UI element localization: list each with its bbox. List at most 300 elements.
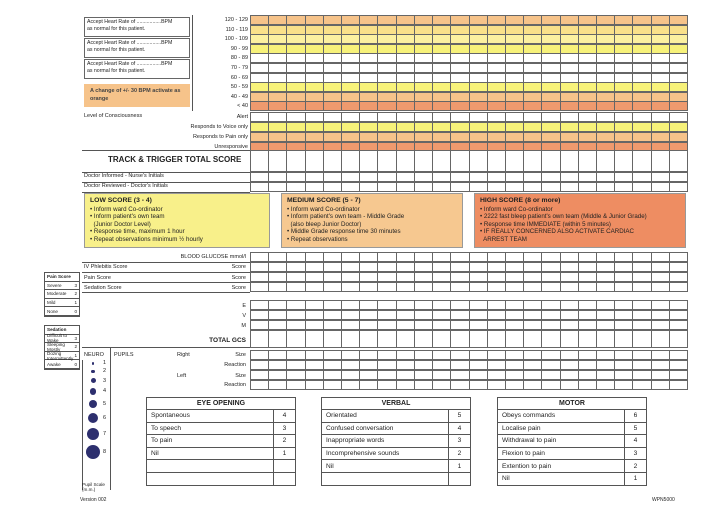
grid-cell[interactable] — [287, 273, 305, 282]
grid-cell[interactable] — [287, 183, 305, 192]
grid-cell[interactable] — [597, 361, 615, 370]
grid-cell[interactable] — [415, 263, 433, 272]
grid-cell[interactable] — [597, 102, 615, 111]
grid-cell[interactable] — [360, 173, 378, 182]
grid-cell[interactable] — [306, 351, 324, 360]
grid-cell[interactable] — [397, 361, 415, 370]
grid-cell[interactable] — [579, 173, 597, 182]
grid-cell[interactable] — [378, 361, 396, 370]
grid-cell[interactable] — [506, 173, 524, 182]
grid-cell[interactable] — [470, 151, 488, 172]
grid-cell[interactable] — [324, 183, 342, 192]
grid-cell[interactable] — [433, 331, 451, 348]
grid-cell[interactable] — [251, 351, 269, 360]
grid-cell[interactable] — [415, 381, 433, 390]
grid-cell[interactable] — [488, 361, 506, 370]
grid-cell[interactable] — [652, 102, 670, 111]
grid-cell[interactable] — [397, 113, 415, 122]
grid-cell[interactable] — [451, 273, 469, 282]
grid-cell[interactable] — [287, 321, 305, 330]
grid-cell[interactable] — [324, 381, 342, 390]
grid-cell[interactable] — [415, 283, 433, 292]
grid-cell[interactable] — [287, 173, 305, 182]
grid-cell[interactable] — [561, 173, 579, 182]
grid-cell[interactable] — [524, 301, 542, 310]
grid-cell[interactable] — [579, 273, 597, 282]
grid-cell[interactable] — [342, 133, 360, 142]
grid-cell[interactable] — [324, 133, 342, 142]
grid-cell[interactable] — [324, 113, 342, 122]
grid-cell[interactable] — [670, 361, 688, 370]
grid-cell[interactable] — [433, 263, 451, 272]
grid-cell[interactable] — [470, 321, 488, 330]
grid-cell[interactable] — [342, 273, 360, 282]
grid-cell[interactable] — [488, 283, 506, 292]
grid-cell[interactable] — [342, 311, 360, 320]
grid-cell[interactable] — [397, 311, 415, 320]
grid-cell[interactable] — [524, 183, 542, 192]
grid-cell[interactable] — [561, 311, 579, 320]
grid-cell[interactable] — [542, 273, 560, 282]
grid-cell[interactable] — [415, 273, 433, 282]
grid-cell[interactable] — [397, 283, 415, 292]
grid-cell[interactable] — [342, 253, 360, 262]
grid-cell[interactable] — [269, 151, 287, 172]
grid-cell[interactable] — [324, 351, 342, 360]
grid-cell[interactable] — [360, 183, 378, 192]
grid-cell[interactable] — [670, 381, 688, 390]
grid-cell[interactable] — [488, 173, 506, 182]
grid-cell[interactable] — [378, 273, 396, 282]
grid-cell[interactable] — [306, 263, 324, 272]
grid-cell[interactable] — [360, 301, 378, 310]
grid-cell[interactable] — [397, 263, 415, 272]
grid-cell[interactable] — [451, 113, 469, 122]
grid-cell[interactable] — [378, 183, 396, 192]
grid-cell[interactable] — [306, 311, 324, 320]
grid-cell[interactable] — [506, 102, 524, 111]
grid-cell[interactable] — [470, 331, 488, 348]
grid-cell[interactable] — [433, 151, 451, 172]
grid-cell[interactable] — [488, 133, 506, 142]
grid-cell[interactable] — [579, 351, 597, 360]
grid-cell[interactable] — [670, 371, 688, 380]
grid-cell[interactable] — [397, 371, 415, 380]
grid-cell[interactable] — [524, 113, 542, 122]
grid-cell[interactable] — [670, 102, 688, 111]
grid-cell[interactable] — [670, 331, 688, 348]
grid-cell[interactable] — [397, 151, 415, 172]
grid-cell[interactable] — [470, 371, 488, 380]
grid-cell[interactable] — [597, 321, 615, 330]
grid-cell[interactable] — [378, 113, 396, 122]
grid-cell[interactable] — [633, 331, 651, 348]
grid-cell[interactable] — [397, 133, 415, 142]
grid-cell[interactable] — [579, 311, 597, 320]
grid-cell[interactable] — [433, 113, 451, 122]
grid-cell[interactable] — [670, 321, 688, 330]
grid-cell[interactable] — [269, 311, 287, 320]
grid-cell[interactable] — [397, 273, 415, 282]
grid-cell[interactable] — [360, 331, 378, 348]
grid-cell[interactable] — [251, 321, 269, 330]
grid-cell[interactable] — [287, 361, 305, 370]
grid-cell[interactable] — [251, 133, 269, 142]
grid-cell[interactable] — [652, 133, 670, 142]
grid-cell[interactable] — [324, 311, 342, 320]
grid-cell[interactable] — [269, 283, 287, 292]
grid-cell[interactable] — [615, 321, 633, 330]
grid-cell[interactable] — [378, 263, 396, 272]
grid-cell[interactable] — [360, 283, 378, 292]
grid-cell[interactable] — [561, 321, 579, 330]
grid-cell[interactable] — [306, 283, 324, 292]
grid-cell[interactable] — [615, 311, 633, 320]
grid-cell[interactable] — [306, 173, 324, 182]
grid-cell[interactable] — [360, 123, 378, 132]
grid-cell[interactable] — [488, 301, 506, 310]
grid-cell[interactable] — [652, 183, 670, 192]
grid-cell[interactable] — [306, 183, 324, 192]
grid-cell[interactable] — [652, 113, 670, 122]
grid-cell[interactable] — [488, 273, 506, 282]
grid-cell[interactable] — [579, 331, 597, 348]
grid-cell[interactable] — [306, 381, 324, 390]
grid-cell[interactable] — [433, 351, 451, 360]
grid-cell[interactable] — [633, 123, 651, 132]
grid-cell[interactable] — [488, 113, 506, 122]
grid-cell[interactable] — [433, 311, 451, 320]
grid-cell[interactable] — [652, 123, 670, 132]
grid-cell[interactable] — [378, 102, 396, 111]
grid-cell[interactable] — [451, 301, 469, 310]
grid-cell[interactable] — [561, 283, 579, 292]
grid-cell[interactable] — [615, 331, 633, 348]
grid-cell[interactable] — [633, 351, 651, 360]
grid-cell[interactable] — [615, 351, 633, 360]
grid-cell[interactable] — [615, 381, 633, 390]
grid-cell[interactable] — [306, 123, 324, 132]
grid-cell[interactable] — [287, 253, 305, 262]
grid-cell[interactable] — [470, 113, 488, 122]
grid-cell[interactable] — [397, 301, 415, 310]
grid-cell[interactable] — [597, 253, 615, 262]
grid-cell[interactable] — [633, 253, 651, 262]
grid-cell[interactable] — [433, 183, 451, 192]
grid-cell[interactable] — [415, 151, 433, 172]
grid-cell[interactable] — [433, 173, 451, 182]
grid-cell[interactable] — [633, 133, 651, 142]
grid-cell[interactable] — [488, 321, 506, 330]
grid-cell[interactable] — [287, 301, 305, 310]
grid-cell[interactable] — [506, 151, 524, 172]
grid-cell[interactable] — [415, 183, 433, 192]
grid-cell[interactable] — [506, 113, 524, 122]
grid-cell[interactable] — [524, 263, 542, 272]
grid-cell[interactable] — [269, 273, 287, 282]
grid-cell[interactable] — [670, 263, 688, 272]
grid-cell[interactable] — [633, 381, 651, 390]
grid-cell[interactable] — [470, 361, 488, 370]
grid-cell[interactable] — [542, 151, 560, 172]
grid-cell[interactable] — [670, 123, 688, 132]
grid-cell[interactable] — [287, 133, 305, 142]
grid-cell[interactable] — [433, 283, 451, 292]
grid-cell[interactable] — [506, 351, 524, 360]
grid-cell[interactable] — [488, 151, 506, 172]
grid-cell[interactable] — [470, 273, 488, 282]
grid-cell[interactable] — [670, 133, 688, 142]
grid-cell[interactable] — [397, 381, 415, 390]
grid-cell[interactable] — [561, 183, 579, 192]
grid-cell[interactable] — [652, 371, 670, 380]
grid-cell[interactable] — [633, 371, 651, 380]
grid-cell[interactable] — [652, 253, 670, 262]
grid-cell[interactable] — [597, 123, 615, 132]
grid-cell[interactable] — [342, 301, 360, 310]
grid-cell[interactable] — [561, 253, 579, 262]
grid-cell[interactable] — [378, 253, 396, 262]
grid-cell[interactable] — [397, 123, 415, 132]
grid-cell[interactable] — [415, 361, 433, 370]
grid-cell[interactable] — [652, 351, 670, 360]
grid-cell[interactable] — [342, 113, 360, 122]
grid-cell[interactable] — [470, 283, 488, 292]
grid-cell[interactable] — [269, 361, 287, 370]
grid-cell[interactable] — [324, 331, 342, 348]
grid-cell[interactable] — [670, 183, 688, 192]
grid-cell[interactable] — [506, 321, 524, 330]
grid-cell[interactable] — [397, 173, 415, 182]
grid-cell[interactable] — [542, 321, 560, 330]
grid-cell[interactable] — [579, 321, 597, 330]
grid-cell[interactable] — [470, 123, 488, 132]
grid-cell[interactable] — [542, 183, 560, 192]
grid-cell[interactable] — [542, 102, 560, 111]
grid-cell[interactable] — [306, 331, 324, 348]
grid-cell[interactable] — [633, 321, 651, 330]
grid-cell[interactable] — [597, 113, 615, 122]
grid-cell[interactable] — [597, 173, 615, 182]
grid-cell[interactable] — [306, 371, 324, 380]
grid-cell[interactable] — [415, 173, 433, 182]
grid-cell[interactable] — [670, 113, 688, 122]
grid-cell[interactable] — [652, 381, 670, 390]
grid-cell[interactable] — [542, 301, 560, 310]
grid-cell[interactable] — [342, 371, 360, 380]
grid-cell[interactable] — [542, 371, 560, 380]
grid-cell[interactable] — [287, 351, 305, 360]
grid-cell[interactable] — [506, 273, 524, 282]
grid-cell[interactable] — [251, 381, 269, 390]
grid-cell[interactable] — [470, 253, 488, 262]
grid-cell[interactable] — [433, 273, 451, 282]
grid-cell[interactable] — [251, 113, 269, 122]
grid-cell[interactable] — [542, 263, 560, 272]
grid-cell[interactable] — [633, 113, 651, 122]
grid-cell[interactable] — [488, 311, 506, 320]
grid-cell[interactable] — [451, 102, 469, 111]
grid-cell[interactable] — [633, 173, 651, 182]
grid-cell[interactable] — [415, 321, 433, 330]
grid-cell[interactable] — [579, 301, 597, 310]
grid-cell[interactable] — [652, 151, 670, 172]
grid-cell[interactable] — [615, 102, 633, 111]
grid-cell[interactable] — [269, 133, 287, 142]
grid-cell[interactable] — [597, 133, 615, 142]
grid-cell[interactable] — [542, 361, 560, 370]
grid-cell[interactable] — [397, 331, 415, 348]
grid-cell[interactable] — [579, 253, 597, 262]
grid-cell[interactable] — [397, 351, 415, 360]
grid-cell[interactable] — [451, 381, 469, 390]
grid-cell[interactable] — [269, 371, 287, 380]
grid-cell[interactable] — [433, 321, 451, 330]
grid-cell[interactable] — [633, 263, 651, 272]
grid-cell[interactable] — [324, 123, 342, 132]
grid-cell[interactable] — [433, 133, 451, 142]
grid-cell[interactable] — [306, 321, 324, 330]
grid-cell[interactable] — [269, 123, 287, 132]
grid-cell[interactable] — [360, 381, 378, 390]
grid-cell[interactable] — [524, 123, 542, 132]
grid-cell[interactable] — [251, 173, 269, 182]
grid-cell[interactable] — [269, 351, 287, 360]
grid-cell[interactable] — [451, 331, 469, 348]
grid-cell[interactable] — [342, 331, 360, 348]
grid-cell[interactable] — [451, 123, 469, 132]
grid-cell[interactable] — [542, 311, 560, 320]
grid-cell[interactable] — [524, 361, 542, 370]
grid-cell[interactable] — [597, 311, 615, 320]
grid-cell[interactable] — [360, 151, 378, 172]
grid-cell[interactable] — [506, 301, 524, 310]
grid-cell[interactable] — [451, 133, 469, 142]
grid-cell[interactable] — [615, 151, 633, 172]
grid-cell[interactable] — [360, 321, 378, 330]
grid-cell[interactable] — [251, 311, 269, 320]
grid-cell[interactable] — [561, 151, 579, 172]
grid-cell[interactable] — [506, 133, 524, 142]
grid-cell[interactable] — [324, 361, 342, 370]
grid-cell[interactable] — [287, 113, 305, 122]
grid-cell[interactable] — [378, 381, 396, 390]
grid-cell[interactable] — [378, 283, 396, 292]
grid-cell[interactable] — [615, 173, 633, 182]
grid-cell[interactable] — [415, 301, 433, 310]
grid-cell[interactable] — [524, 331, 542, 348]
grid-cell[interactable] — [506, 371, 524, 380]
grid-cell[interactable] — [524, 311, 542, 320]
grid-cell[interactable] — [542, 173, 560, 182]
grid-cell[interactable] — [324, 301, 342, 310]
grid-cell[interactable] — [488, 123, 506, 132]
grid-cell[interactable] — [652, 263, 670, 272]
grid-cell[interactable] — [269, 321, 287, 330]
grid-cell[interactable] — [561, 381, 579, 390]
grid-cell[interactable] — [579, 123, 597, 132]
grid-cell[interactable] — [542, 133, 560, 142]
grid-cell[interactable] — [561, 331, 579, 348]
grid-cell[interactable] — [269, 253, 287, 262]
grid-cell[interactable] — [324, 173, 342, 182]
grid-cell[interactable] — [306, 102, 324, 111]
grid-cell[interactable] — [561, 351, 579, 360]
grid-cell[interactable] — [488, 381, 506, 390]
grid-cell[interactable] — [488, 102, 506, 111]
grid-cell[interactable] — [597, 183, 615, 192]
grid-cell[interactable] — [652, 273, 670, 282]
grid-cell[interactable] — [251, 102, 269, 111]
grid-cell[interactable] — [470, 102, 488, 111]
grid-cell[interactable] — [670, 301, 688, 310]
grid-cell[interactable] — [670, 253, 688, 262]
grid-cell[interactable] — [451, 263, 469, 272]
grid-cell[interactable] — [306, 151, 324, 172]
grid-cell[interactable] — [324, 102, 342, 111]
grid-cell[interactable] — [542, 331, 560, 348]
grid-cell[interactable] — [597, 331, 615, 348]
grid-cell[interactable] — [451, 183, 469, 192]
grid-cell[interactable] — [488, 351, 506, 360]
grid-cell[interactable] — [415, 351, 433, 360]
grid-cell[interactable] — [287, 263, 305, 272]
grid-cell[interactable] — [524, 253, 542, 262]
grid-cell[interactable] — [287, 311, 305, 320]
grid-cell[interactable] — [579, 361, 597, 370]
grid-cell[interactable] — [579, 371, 597, 380]
grid-cell[interactable] — [633, 273, 651, 282]
grid-cell[interactable] — [524, 273, 542, 282]
grid-cell[interactable] — [306, 301, 324, 310]
grid-cell[interactable] — [597, 351, 615, 360]
grid-cell[interactable] — [542, 253, 560, 262]
grid-cell[interactable] — [433, 381, 451, 390]
grid-cell[interactable] — [360, 273, 378, 282]
grid-cell[interactable] — [251, 371, 269, 380]
grid-cell[interactable] — [342, 351, 360, 360]
grid-cell[interactable] — [360, 311, 378, 320]
grid-cell[interactable] — [542, 381, 560, 390]
grid-cell[interactable] — [506, 263, 524, 272]
grid-cell[interactable] — [306, 253, 324, 262]
grid-cell[interactable] — [506, 253, 524, 262]
grid-cell[interactable] — [360, 361, 378, 370]
grid-cell[interactable] — [251, 301, 269, 310]
grid-cell[interactable] — [561, 273, 579, 282]
grid-cell[interactable] — [269, 331, 287, 348]
grid-cell[interactable] — [415, 253, 433, 262]
grid-cell[interactable] — [324, 151, 342, 172]
grid-cell[interactable] — [269, 113, 287, 122]
grid-cell[interactable] — [670, 151, 688, 172]
grid-cell[interactable] — [542, 113, 560, 122]
grid-cell[interactable] — [561, 123, 579, 132]
grid-cell[interactable] — [269, 173, 287, 182]
grid-cell[interactable] — [378, 301, 396, 310]
grid-cell[interactable] — [415, 371, 433, 380]
grid-cell[interactable] — [324, 263, 342, 272]
grid-cell[interactable] — [579, 113, 597, 122]
grid-cell[interactable] — [597, 263, 615, 272]
grid-cell[interactable] — [342, 173, 360, 182]
grid-cell[interactable] — [615, 183, 633, 192]
grid-cell[interactable] — [251, 283, 269, 292]
grid-cell[interactable] — [615, 133, 633, 142]
grid-cell[interactable] — [488, 331, 506, 348]
grid-cell[interactable] — [415, 102, 433, 111]
grid-cell[interactable] — [342, 263, 360, 272]
